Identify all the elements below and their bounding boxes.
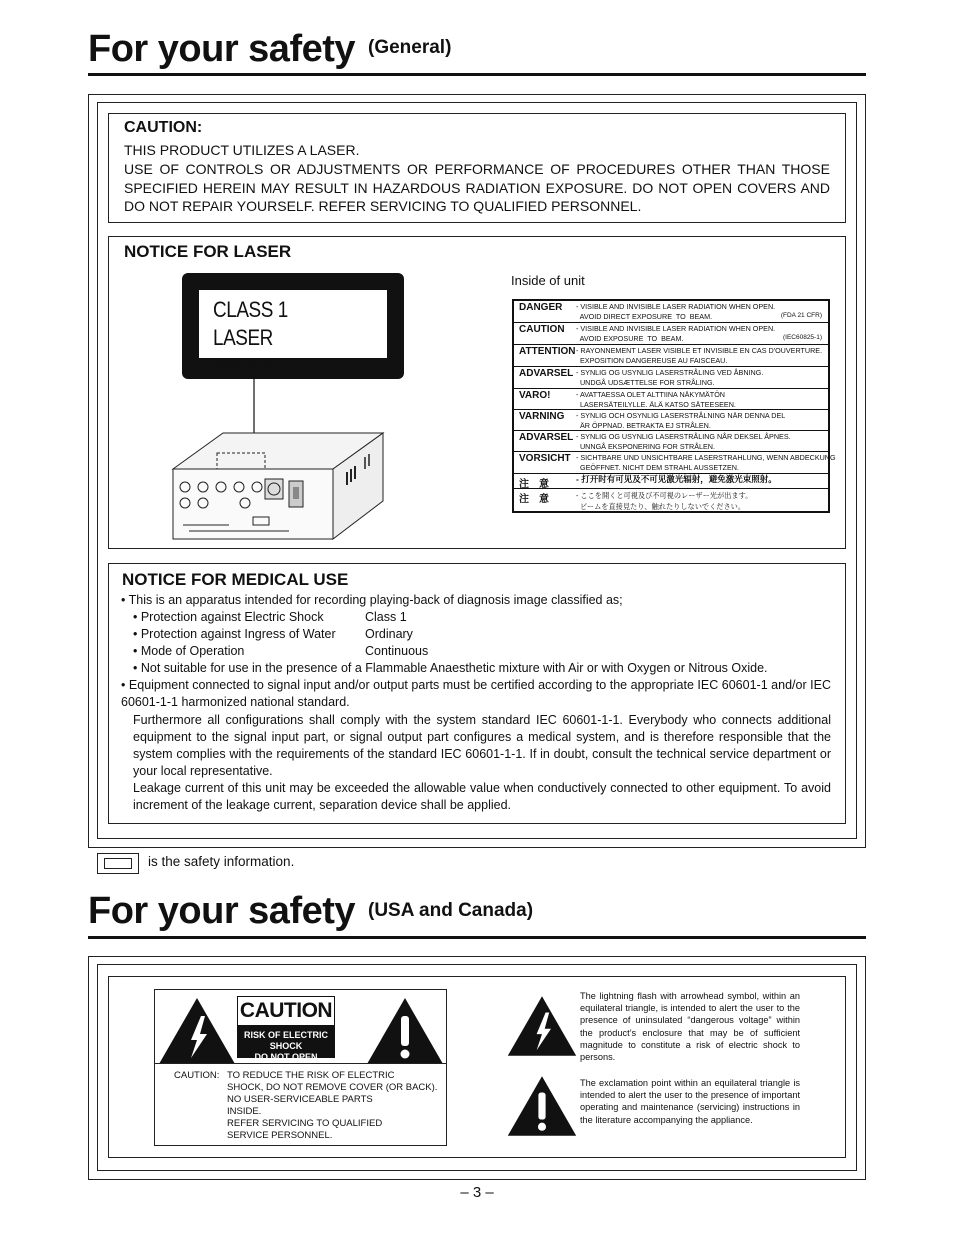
warning-row: [514, 367, 828, 389]
caution-note-lines: [227, 1070, 437, 1142]
risk-line1: RISK OF ELECTRIC SHOCK: [243, 1030, 328, 1051]
caution-label-heading: CAUTION: [239, 999, 333, 1022]
warning-label: VARNING: [519, 411, 565, 422]
warning-text: - AVATTAESSA OLET ALTTIINA NÄKYMÄTÖN LASERSÄTEILYLLE. ÄLÄ KATSO SÄTEESEEN.: [576, 390, 736, 409]
warning-row: [514, 389, 828, 410]
medical-item-name: • Mode of Operation: [133, 644, 245, 658]
medical-intro: • This is an apparatus intended for recording playing-back of diagnosis image classified as;: [121, 593, 623, 607]
laser-warning-table: [512, 299, 836, 513]
medical-leakage: Leakage current of this unit may be exceeded the allowable value when conductively connected to other equipment. To avoid increment of the leakage current, separation device shall be applied.: [133, 781, 831, 812]
warning-text: - SICHTBARE UND UNSICHTBARE LASERSTRAHLUNG, WENN ABDECKUNG GEÖFFNET. NICHT DEM STRAHL AUSSETZEN.: [576, 453, 836, 472]
medical-item-value: Class 1: [365, 610, 407, 624]
caution-note-line: REFER SERVICING TO QUALIFIED: [227, 1118, 383, 1129]
medical-not-suitable: • Not suitable for use in the presence of a Flammable Anaesthetic mixture with Air or with Oxygen or Nitrous Oxide.: [133, 661, 768, 675]
subtitle-usa: (USA and Canada): [368, 900, 534, 921]
laser-title: NOTICE FOR LASER: [124, 242, 292, 261]
warning-label: VORSICHT: [519, 453, 571, 464]
warning-text: - SYNLIG OCH OSYNLIG LASERSTRÅLNING NÄR DENNA DEL ÄR ÖPPNAD. BETRAKTA EJ STRÅLEN.: [576, 411, 786, 430]
warning-label: CAUTION: [519, 324, 565, 335]
class1-label: [182, 273, 404, 379]
caution-label: [154, 989, 447, 1146]
warning-ref: (IEC60825-1): [782, 334, 822, 341]
warning-text: - SYNLIG OG USYNLIG LASERSTRÅLING NÅR DEKSEL ÅPNES. UNNGÅ EKSPONERING FOR STRÅLEN.: [576, 432, 791, 451]
inside-caption: Inside of unit: [511, 273, 585, 288]
medical-item-value: Continuous: [365, 644, 429, 658]
warning-label: DANGER: [519, 302, 563, 313]
title-rule: [88, 73, 866, 76]
page-number: – 3 –: [460, 1184, 494, 1201]
page-title-usa: For your safety: [88, 890, 356, 932]
caution-line2: USE OF CONTROLS OR ADJUSTMENTS OR PERFORMANCE OF PROCEDURES OTHER THAN THOSE SPECIFIED HEREIN MAY RESULT IN HAZARDOUS RADIATION EXPOSURE. DO NOT OPEN COVERS AND DO NOT REPAIR YOURSELF. REFER SERVICING TO QUALIFIED PERSONNEL.: [124, 161, 830, 214]
warning-row: [514, 410, 828, 431]
lightning-explanation: The lightning flash with arrowhead symbol, within an equilateral triangle, is intended to alert the user to the presence of uninsulated “dangerous voltage” within the product’s enclosure that may be of sufficient magnitude to constitute a risk of electric shock to persons.: [580, 991, 800, 1063]
caution-note-line: SHOCK, DO NOT REMOVE COVER (OR BACK).: [227, 1082, 438, 1093]
warning-row: [514, 431, 828, 452]
warning-row: [514, 489, 828, 513]
warning-row: [514, 345, 828, 367]
caution-title: CAUTION:: [124, 119, 203, 136]
legend-text: is the safety information.: [148, 854, 295, 869]
caution-note-line: NO USER-SERVICEABLE PARTS: [227, 1094, 373, 1105]
legend-frame-outer: [97, 853, 139, 874]
warning-row: [514, 452, 836, 474]
warning-label: ATTENTION: [519, 346, 576, 357]
class1-line2: LASER PRODUCT: [213, 325, 304, 379]
legend-frame-inner: [104, 858, 132, 869]
caution-note-prefix: CAUTION:: [174, 1070, 220, 1081]
usa-content-box: [108, 976, 846, 1158]
warning-label: ADVARSEL: [519, 432, 574, 443]
class1-line1: CLASS 1: [213, 297, 288, 322]
lightning-triangle-icon: [157, 996, 237, 1066]
medical-title: NOTICE FOR MEDICAL USE: [122, 570, 349, 589]
warning-text: - 打开时有可见及不可见激光辐射，避免激光束照射。: [576, 474, 777, 484]
warning-label: 注 意: [519, 479, 549, 490]
warning-label: VARO!: [519, 390, 551, 401]
lightning-triangle-icon: [506, 993, 578, 1059]
page-title-general: For your safety: [88, 28, 356, 70]
laser-box: [108, 236, 846, 549]
warning-label: 注 意: [519, 494, 549, 505]
warning-text: - ここを開くと可視及び不可視のレーザー光が出ます。 ビームを直接見たり、触れたりしないでください。: [576, 491, 753, 511]
medical-furthermore: Furthermore all configurations shall comply with the system standard IEC 60601-1-1. Everybody who connects additional equipment to the signal input part, or signal output part configures a medical system, and is therefore responsible that the system complies with the requirements of the standard IEC 60601-1-1. If in doubt, consult the technical service department or your local representative.: [133, 713, 831, 778]
warning-text: - VISIBLE AND INVISIBLE LASER RADIATION WHEN OPEN. AVOID EXPOSURE TO BEAM.: [576, 324, 776, 343]
warning-row: [514, 323, 828, 345]
exclamation-explanation: The exclamation point within an equilateral triangle is intended to alert the user to the presence of important operating and maintenance (servicing) instructions in the literature accompanying the appliance.: [580, 1078, 800, 1125]
title-rule-usa: [88, 936, 866, 939]
warning-text: - VISIBLE AND INVISIBLE LASER RADIATION WHEN OPEN. AVOID DIRECT EXPOSURE TO BEAM.: [576, 302, 776, 321]
medical-box: [108, 563, 846, 824]
caution-note-line: TO REDUCE THE RISK OF ELECTRIC: [227, 1070, 395, 1081]
caution-line1: THIS PRODUCT UTILIZES A LASER.: [124, 142, 360, 158]
warning-label: ADVARSEL: [519, 368, 574, 379]
caution-label-center: [237, 996, 335, 1062]
exclamation-triangle-icon: [365, 996, 445, 1066]
subtitle-general: (General): [368, 37, 452, 58]
warning-ref: (FDA 21 CFR): [780, 312, 822, 319]
caution-box: [108, 113, 846, 223]
medical-item-value: Ordinary: [365, 627, 413, 641]
warning-text: - SYNLIG OG USYNLIG LASERSTRÅLING VED ÅBNING. UNDGÅ UDSÆTTELSE FOR STRÅLING.: [576, 368, 764, 387]
risk-line2: DO NOT OPEN: [254, 1052, 318, 1062]
medical-item-name: • Protection against Ingress of Water: [133, 627, 336, 641]
caution-label-divider: [155, 1063, 446, 1064]
medical-item-name: • Protection against Electric Shock: [133, 610, 324, 624]
warning-row: [514, 474, 828, 489]
medical-equipment: • Equipment connected to signal input and/or output parts must be certified according to the appropriate IEC 60601-1 and/or IEC 60601-1-1 harmonized national standard.: [121, 678, 831, 709]
caution-note-line: INSIDE.: [227, 1106, 262, 1117]
device-illustration: [169, 377, 409, 547]
exclamation-triangle-icon: [506, 1073, 578, 1139]
warning-row: [514, 301, 828, 323]
warning-text: - RAYONNEMENT LASER VISIBLE ET INVISIBLE EN CAS D'OUVERTURE. EXPOSITION DANGEREUSE AU FAISCEAU.: [576, 346, 823, 365]
caution-label-risk: [238, 1025, 334, 1062]
caution-note-line: SERVICE PERSONNEL.: [227, 1130, 333, 1141]
